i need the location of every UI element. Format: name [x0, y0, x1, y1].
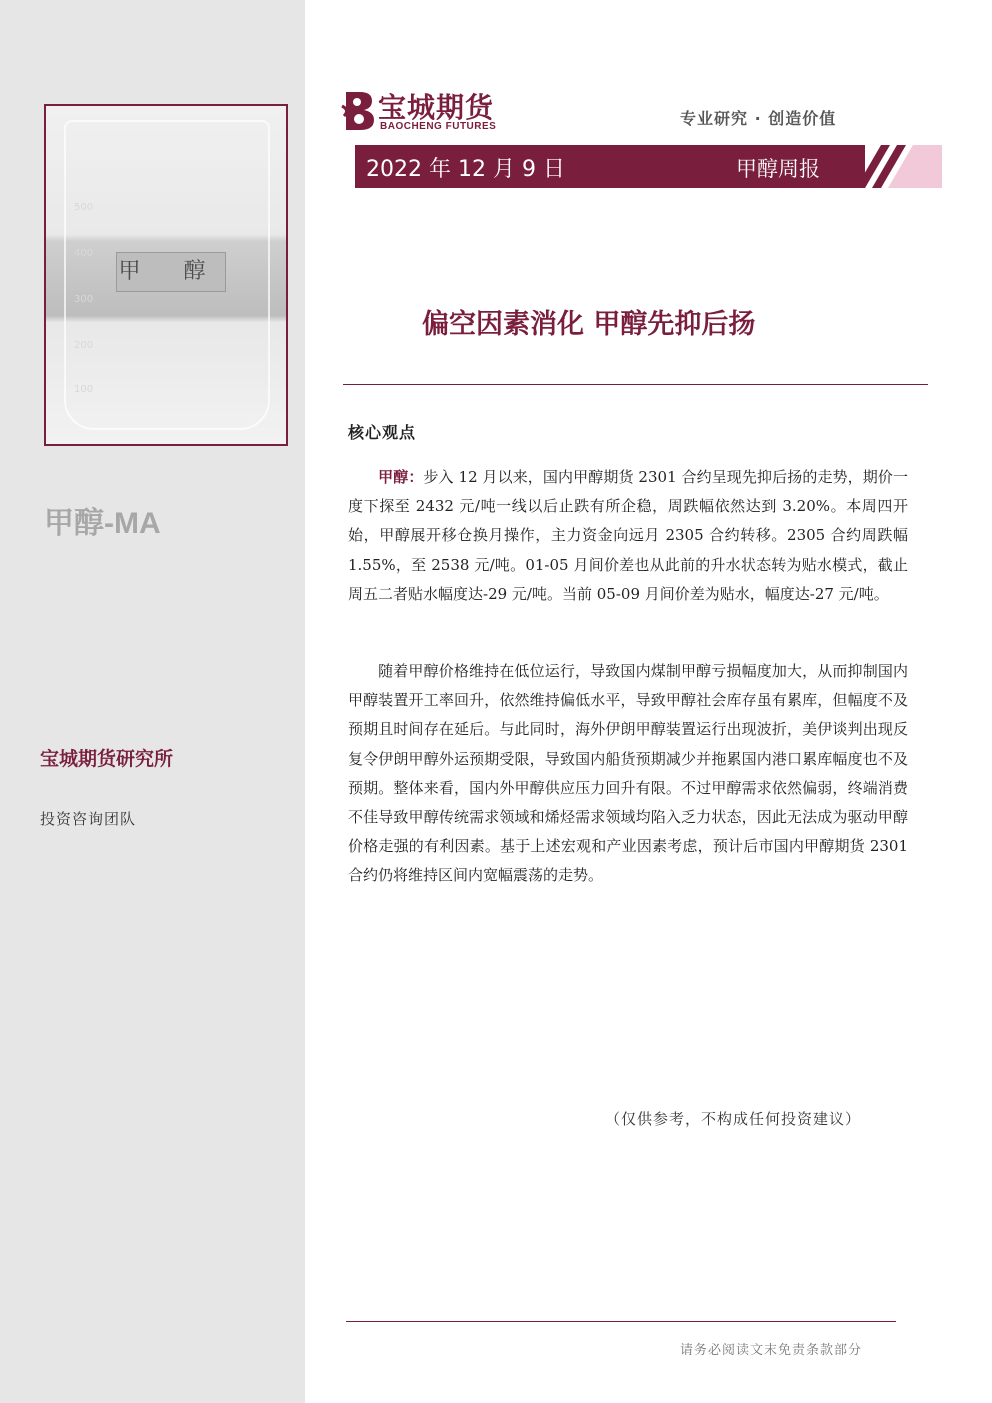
- banner-stripes: [856, 145, 942, 188]
- team-name: 投资咨询团队: [40, 810, 137, 828]
- beaker-mark: 400: [74, 248, 94, 259]
- methanol-beaker-photo: [44, 104, 288, 446]
- headline-divider: [343, 384, 928, 385]
- logo-text-cn: 宝城期货: [378, 91, 495, 124]
- section-title: 核心观点: [348, 423, 417, 442]
- beaker-mark: 300: [74, 294, 94, 305]
- sidebar: [0, 0, 305, 1403]
- beaker-mark: 200: [74, 340, 94, 351]
- paragraph-lead: 甲醇：: [378, 468, 424, 486]
- product-title: 甲醇-MA: [44, 507, 161, 540]
- footer-note: 请务必阅读文末免责条款部分: [680, 1343, 863, 1358]
- footer-divider: [346, 1321, 896, 1322]
- beaker-mark: 500: [74, 202, 94, 213]
- slogan: 专业研究 · 创造价值: [680, 109, 837, 128]
- paragraph-body: 随着甲醇价格维持在低位运行，导致国内煤制甲醇亏损幅度加大，从而抑制国内甲醇装置开工率回升，依然维持偏低水平，导致甲醇社会库存虽有累库，但幅度不及预期且时间存在延后。与此同时，海外伊朗甲醇装置运行出现波折，美伊谈判出现反复令伊朗甲醇外运预期受限，导致国内船货预期减少并拖累国内港口累库幅度也不及预期。整体来看，国内外甲醇供应压力回升有限。不过甲醇需求依然偏弱，终端消费不佳导致甲醇传统需求领域和烯烃需求领域均陷入乏力状态，因此无法成为驱动甲醇价格走强的有利因素。基于上述宏观和产业因素考虑，预计后市国内甲醇期货 2301 合约仍将维持区间内宽幅震荡的走势。: [348, 662, 908, 885]
- headline: 偏空因素消化 甲醇先抑后扬: [422, 309, 756, 340]
- beaker-mark: 100: [74, 384, 94, 395]
- report-date: 2022 年 12 月 9 日: [366, 157, 565, 182]
- beaker-label: 甲 醇: [116, 252, 226, 292]
- disclaimer: （仅供参考，不构成任何投资建议）: [605, 1110, 862, 1128]
- logo-text-en: BAOCHENG FUTURES: [380, 121, 497, 132]
- logo-icon: [340, 88, 376, 132]
- report-type: 甲醇周报: [736, 157, 820, 181]
- paragraph-body: 步入 12 月以来，国内甲醇期货 2301 合约呈现先抑后扬的走势，期价一度下探至 2432 元/吨一线以后止跌有所企稳，周跌幅依然达到 3.20%。本周四开始，甲醇展开移仓换月操作，主力资金向远月 2305 合约转移。2305 合约周跌幅 1.55%，至 2538 元/吨。01-05 月间价差也从此前的升水状态转为贴水模式，截止周五二者贴水幅度达-29 元/吨。当前 05-09 月间价差为贴水，幅度达-27 元/吨。: [348, 468, 908, 603]
- paragraph-outlook: [348, 657, 908, 891]
- institute-name: 宝城期货研究所: [40, 748, 174, 770]
- paragraph-methanol: [348, 463, 908, 609]
